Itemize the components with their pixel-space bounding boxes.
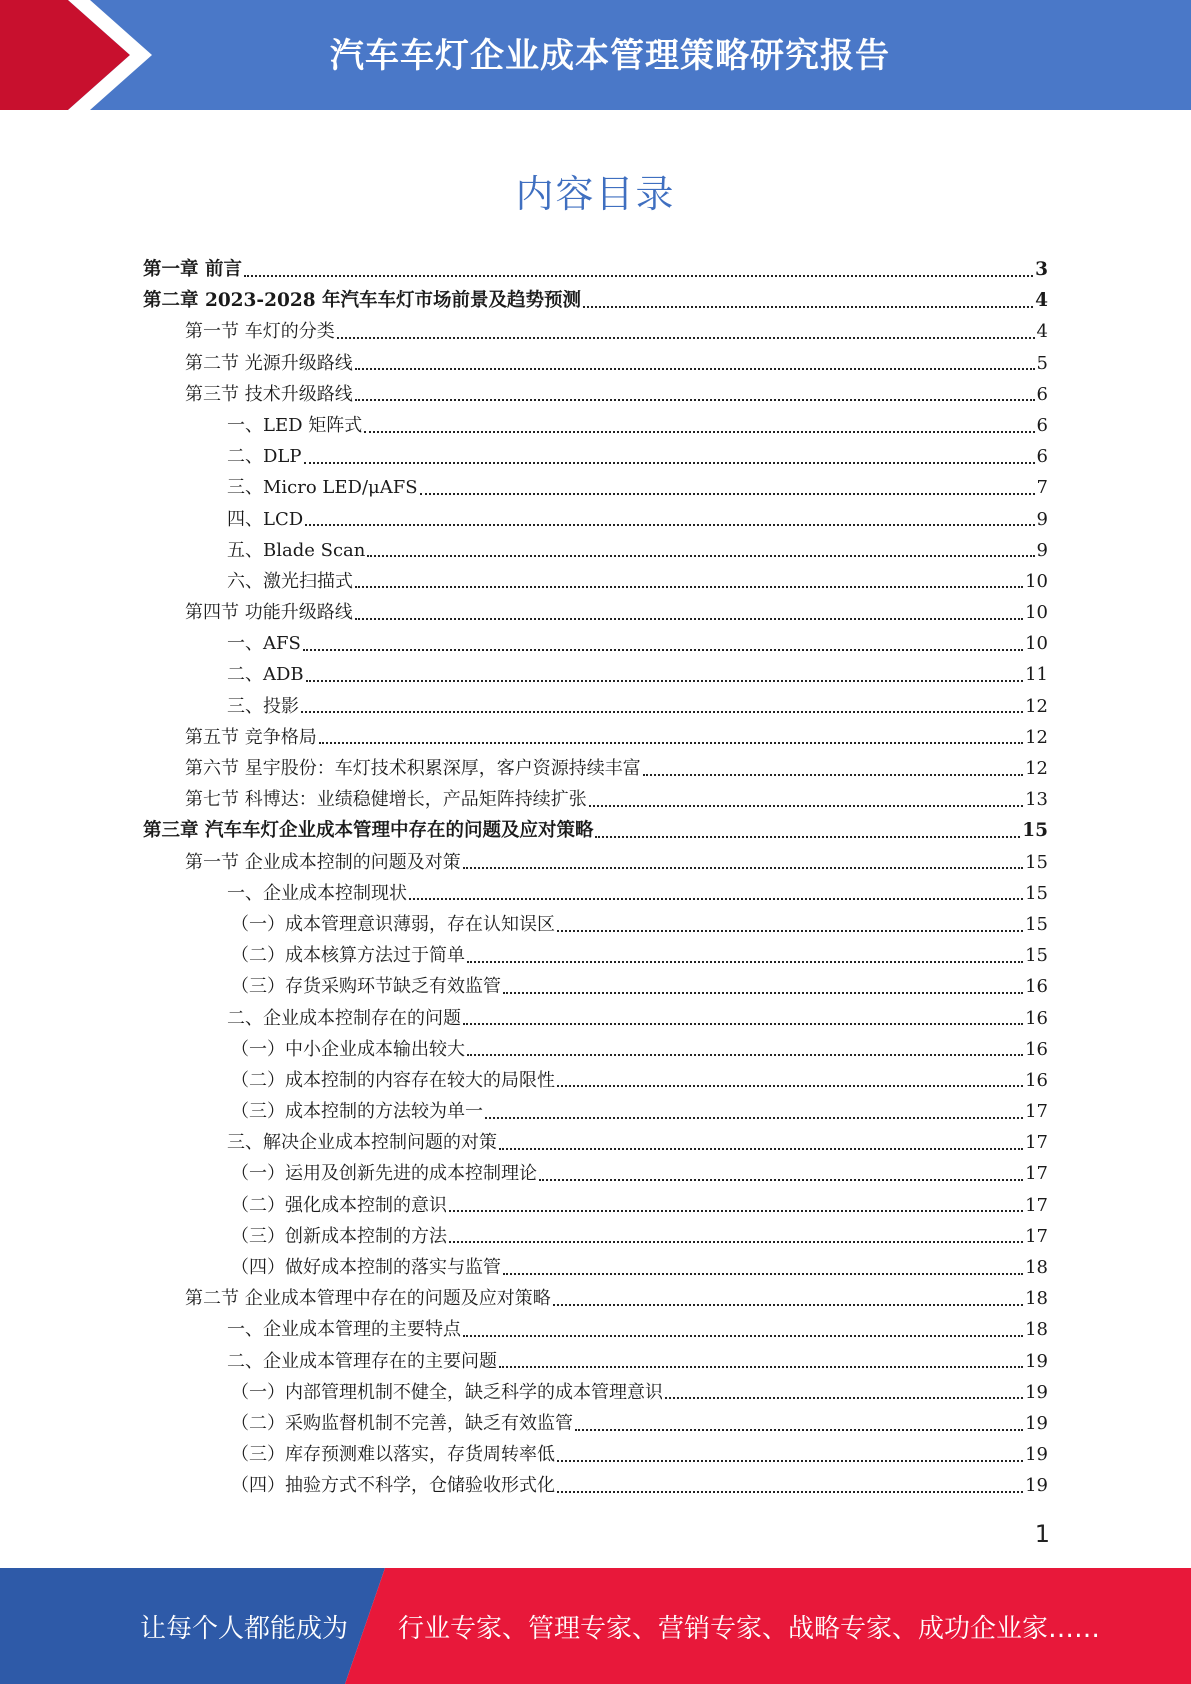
toc-entry-page: 5 [1036, 352, 1048, 374]
toc-leader-dots [355, 399, 1035, 401]
toc-entry[interactable] [143, 348, 1048, 379]
toc-entry[interactable] [143, 1096, 1048, 1127]
toc-leader-dots [557, 930, 1023, 932]
toc-entry-label: 第七节 科博达：业绩稳健增长，产品矩阵持续扩张 [185, 789, 587, 811]
toc-entry-label: 第三章 汽车车灯企业成本管理中存在的问题及应对策略 [143, 820, 594, 842]
toc-entry-page: 12 [1025, 695, 1048, 717]
toc-entry[interactable] [143, 1003, 1048, 1034]
toc-entry-page: 18 [1025, 1257, 1048, 1278]
toc-leader-dots [355, 368, 1035, 370]
toc-entry-label: 三、Micro LED/μAFS [227, 477, 418, 499]
toc-entry[interactable] [143, 566, 1048, 597]
toc-entry-page: 7 [1036, 477, 1048, 499]
toc-entry-page: 12 [1025, 726, 1048, 748]
toc-entry-page: 11 [1025, 664, 1048, 686]
toc-entry-page: 17 [1025, 1163, 1048, 1185]
toc-entry-page: 18 [1025, 1319, 1048, 1341]
toc-leader-dots [463, 1335, 1023, 1337]
toc-leader-dots [583, 306, 1033, 308]
toc-entry[interactable] [143, 1314, 1048, 1345]
toc-entry-label: 三、解决企业成本控制问题的对策 [227, 1132, 497, 1154]
toc-heading: 内容目录 [515, 172, 676, 216]
toc-entry[interactable] [143, 254, 1048, 285]
toc-entry[interactable] [143, 285, 1048, 316]
toc-leader-dots [557, 1460, 1023, 1462]
toc-leader-dots [463, 1023, 1023, 1025]
toc-entry-page: 19 [1025, 1475, 1048, 1497]
toc-entry-label: 二、ADB [227, 664, 304, 686]
toc-entry-page: 17 [1025, 1225, 1048, 1247]
toc-leader-dots [589, 805, 1023, 807]
toc-leader-dots [499, 1366, 1023, 1368]
toc-entry[interactable] [143, 1034, 1048, 1065]
toc-leader-dots [499, 1148, 1023, 1150]
toc-leader-dots [449, 1210, 1023, 1212]
toc-entry-page: 6 [1036, 383, 1048, 405]
toc-leader-dots [557, 1085, 1023, 1087]
toc-leader-dots [409, 898, 1023, 900]
toc-entry-page: 17 [1025, 1101, 1048, 1123]
toc-entry-label: 一、LED 矩阵式 [227, 414, 363, 436]
toc-entry-label: 第二节 光源升级路线 [185, 352, 353, 374]
toc-entry[interactable] [143, 940, 1048, 971]
toc-entry-label: （一）中小企业成本输出较大 [231, 1038, 465, 1060]
toc-leader-dots [503, 992, 1023, 994]
toc-entry-label: 四、LCD [227, 508, 304, 530]
toc-leader-dots [485, 1117, 1023, 1119]
toc-entry[interactable] [143, 1221, 1048, 1252]
toc-entry-label: 第一节 车灯的分类 [185, 321, 335, 343]
toc-leader-dots [355, 618, 1023, 620]
toc-leader-dots [503, 1273, 1023, 1275]
toc-leader-dots [539, 1179, 1023, 1181]
toc-leader-dots [467, 961, 1023, 963]
toc-leader-dots [355, 586, 1023, 588]
toc-entry-label: 二、DLP [227, 446, 302, 468]
toc-entry[interactable] [143, 815, 1048, 846]
toc-entry-label: 第一章 前言 [143, 259, 242, 280]
toc-entry-label: （四）抽验方式不科学，仓储验收形式化 [231, 1475, 555, 1497]
toc-entry[interactable] [143, 379, 1048, 410]
toc-entry[interactable] [143, 784, 1048, 815]
toc-leader-dots [367, 555, 1034, 557]
toc-entry-page: 15 [1025, 882, 1048, 904]
toc-entry[interactable] [143, 659, 1048, 690]
toc-entry[interactable] [143, 878, 1048, 909]
toc-entry-page: 9 [1036, 539, 1048, 561]
toc-leader-dots [305, 524, 1034, 526]
toc-entry-label: （二）强化成本控制的意识 [231, 1194, 447, 1216]
toc-entry-page: 10 [1025, 633, 1048, 655]
toc-entry[interactable] [143, 1065, 1048, 1096]
report-title: 汽车车灯企业成本管理策略研究报告 [330, 36, 890, 76]
toc-entry-page: 10 [1025, 570, 1048, 592]
toc-entry[interactable] [143, 909, 1048, 940]
toc-leader-dots [449, 1241, 1023, 1243]
toc-leader-dots [244, 275, 1033, 277]
toc-entry-label: （三）成本控制的方法较为单一 [231, 1101, 483, 1123]
toc-entry-page: 4 [1036, 321, 1048, 343]
footer-banner [0, 1568, 1191, 1684]
toc-entry-page: 19 [1025, 1350, 1048, 1372]
toc-entry[interactable] [143, 441, 1048, 472]
toc-entry-page: 10 [1025, 602, 1048, 624]
toc-entry[interactable] [143, 628, 1048, 659]
toc-entry[interactable] [143, 1470, 1048, 1501]
toc-entry-label: 第三节 技术升级路线 [185, 383, 353, 405]
toc-leader-dots [665, 1397, 1023, 1399]
footer-slogan-left: 让每个人都能成为 [140, 1614, 349, 1644]
toc-entry-page: 15 [1022, 820, 1048, 842]
toc-entry-page: 16 [1025, 976, 1048, 998]
toc-entry[interactable] [143, 753, 1048, 784]
page-number: 1 [1034, 1520, 1050, 1548]
toc-entry-label: （二）成本控制的内容存在较大的局限性 [231, 1069, 555, 1091]
toc-leader-dots [304, 462, 1035, 464]
toc-entry-page: 19 [1025, 1444, 1048, 1466]
toc-entry-page: 19 [1025, 1381, 1048, 1403]
toc-entry-label: 六、激光扫描式 [227, 570, 353, 592]
toc-entry-page: 16 [1025, 1038, 1048, 1060]
toc-entry-label: 第五节 竞争格局 [185, 726, 317, 748]
toc-entry-page: 19 [1025, 1412, 1048, 1434]
toc-entry-page: 3 [1035, 259, 1048, 280]
toc-entry[interactable] [143, 535, 1048, 566]
toc-entry-label: （四）做好成本控制的落实与监管 [231, 1257, 501, 1278]
toc-entry[interactable] [143, 971, 1048, 1002]
toc-entry-label: 第二章 2023-2028 年汽车车灯市场前景及趋势预测 [143, 290, 582, 312]
toc-entry-label: 第二节 企业成本管理中存在的问题及应对策略 [185, 1288, 551, 1310]
toc-leader-dots [337, 337, 1035, 339]
toc-entry-page: 15 [1025, 851, 1048, 873]
toc-entry-label: （二）采购监督机制不完善，缺乏有效监管 [231, 1412, 573, 1434]
toc-leader-dots [643, 774, 1023, 776]
toc-entry-label: （二）成本核算方法过于简单 [231, 945, 465, 967]
toc-entry-page: 15 [1025, 945, 1048, 967]
toc-entry-label: （三）存货采购环节缺乏有效监管 [231, 976, 501, 998]
toc-entry-label: （一）内部管理机制不健全，缺乏科学的成本管理意识 [231, 1381, 663, 1403]
toc-entry-page: 17 [1025, 1194, 1048, 1216]
toc-entry-label: 第一节 企业成本控制的问题及对策 [185, 851, 461, 873]
toc-leader-dots [306, 680, 1023, 682]
toc-entry[interactable] [143, 847, 1048, 878]
toc-entry[interactable] [143, 1346, 1048, 1377]
toc-entry[interactable] [143, 1408, 1048, 1439]
toc-entry[interactable] [143, 1439, 1048, 1470]
toc-entry[interactable] [143, 410, 1048, 441]
header-banner [0, 0, 1191, 110]
toc-leader-dots [553, 1304, 1023, 1306]
toc-leader-dots [303, 649, 1023, 651]
toc-entry-label: （三）库存预测难以落实，存货周转率低 [231, 1444, 555, 1466]
toc-entry-page: 6 [1036, 414, 1048, 436]
toc-entry-label: 一、AFS [227, 633, 301, 655]
toc-entry-page: 12 [1025, 758, 1048, 779]
toc-entry-label: 二、企业成本控制存在的问题 [227, 1007, 461, 1029]
toc-entry[interactable] [143, 1283, 1048, 1314]
toc-entry-label: 一、企业成本管理的主要特点 [227, 1319, 461, 1341]
toc-entry-page: 9 [1036, 508, 1048, 530]
toc-leader-dots [463, 867, 1023, 869]
toc-entry-page: 18 [1025, 1288, 1048, 1310]
toc-entry[interactable] [143, 1377, 1048, 1408]
toc-entry-label: 第六节 星宇股份：车灯技术积累深厚，客户资源持续丰富 [185, 758, 641, 779]
toc-entry-label: （三）创新成本控制的方法 [231, 1225, 447, 1247]
toc-entry-label: 三、投影 [227, 695, 299, 717]
toc-entry[interactable] [143, 597, 1048, 628]
toc-entry-page: 15 [1025, 913, 1048, 935]
toc-leader-dots [557, 1491, 1023, 1493]
toc-entry-label: （一）运用及创新先进的成本控制理论 [231, 1163, 537, 1185]
toc-leader-dots [364, 431, 1034, 433]
toc-entry-label: 第四节 功能升级路线 [185, 602, 353, 624]
toc-entry-page: 16 [1025, 1069, 1048, 1091]
toc-entry[interactable] [143, 1127, 1048, 1158]
toc-leader-dots [420, 493, 1035, 495]
toc-entry-page: 16 [1025, 1007, 1048, 1029]
toc-entry[interactable] [143, 722, 1048, 753]
toc-entry-label: 二、企业成本管理存在的主要问题 [227, 1350, 497, 1372]
toc-entry[interactable] [143, 1252, 1048, 1283]
toc-entry[interactable] [143, 1158, 1048, 1189]
toc-leader-dots [575, 1429, 1023, 1431]
toc-entry[interactable] [143, 472, 1048, 503]
toc-entry-label: 五、Blade Scan [227, 539, 366, 561]
toc-entry[interactable] [143, 691, 1048, 722]
table-of-contents [143, 254, 1048, 1502]
toc-entry-page: 6 [1036, 446, 1048, 468]
toc-leader-dots [319, 742, 1023, 744]
footer-slogan-right: 行业专家、管理专家、营销专家、战略专家、成功企业家…… [398, 1614, 1101, 1644]
toc-entry[interactable] [143, 1190, 1048, 1221]
toc-entry-page: 13 [1025, 789, 1048, 811]
toc-entry-label: 一、企业成本控制现状 [227, 882, 407, 904]
toc-entry[interactable] [143, 504, 1048, 535]
toc-leader-dots [467, 1054, 1023, 1056]
toc-leader-dots [595, 836, 1020, 838]
toc-leader-dots [301, 711, 1023, 713]
toc-entry-page: 17 [1025, 1132, 1048, 1154]
toc-entry-label: （一）成本管理意识薄弱，存在认知误区 [231, 913, 555, 935]
toc-entry-page: 4 [1035, 290, 1048, 312]
toc-entry[interactable] [143, 316, 1048, 347]
